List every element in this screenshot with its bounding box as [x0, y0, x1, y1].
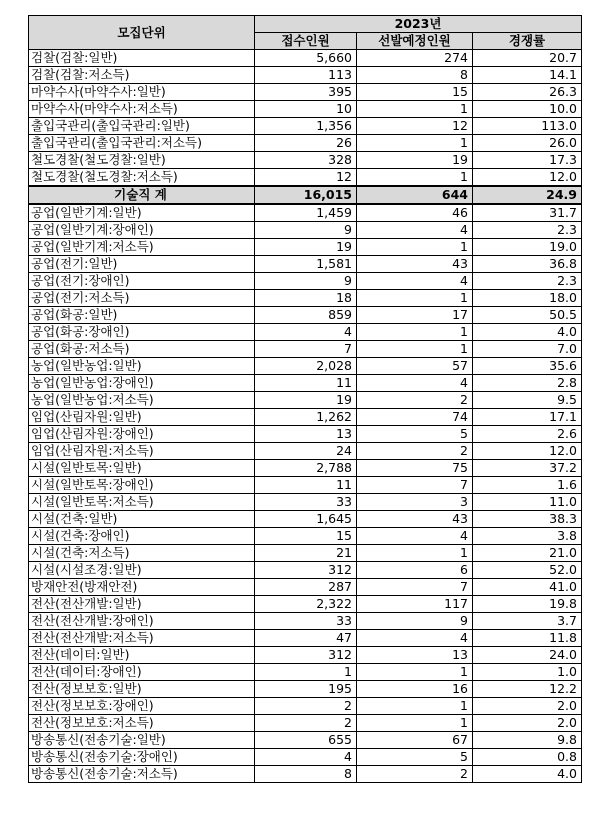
cell-applicants: 1,262	[255, 409, 357, 426]
cell-applicants: 19	[255, 392, 357, 409]
cell-planned: 4	[357, 222, 473, 239]
cell-recruitment-unit: 공업(일반기계:장애인)	[29, 222, 255, 239]
table-row	[29, 443, 582, 460]
cell-recruitment-unit: 시설(일반토목:저소득)	[29, 494, 255, 511]
cell-recruitment-unit: 방송통신(전송기술:장애인)	[29, 749, 255, 766]
table-row	[29, 169, 582, 187]
cell-planned: 74	[357, 409, 473, 426]
cell-planned: 17	[357, 307, 473, 324]
table-row	[29, 494, 582, 511]
cell-recruitment-unit: 방재안전(방재안전)	[29, 579, 255, 596]
cell-recruitment-unit: 공업(전기:일반)	[29, 256, 255, 273]
table-row	[29, 375, 582, 392]
table-row	[29, 630, 582, 647]
cell-applicants: 19	[255, 239, 357, 256]
cell-applicants: 9	[255, 273, 357, 290]
cell-competition-ratio: 2.0	[473, 715, 582, 732]
cell-recruitment-unit: 검찰(검찰:일반)	[29, 50, 255, 67]
cell-competition-ratio: 18.0	[473, 290, 582, 307]
cell-recruitment-unit: 검찰(검찰:저소득)	[29, 67, 255, 84]
cell-competition-ratio: 3.7	[473, 613, 582, 630]
cell-recruitment-unit: 공업(일반기계:저소득)	[29, 239, 255, 256]
cell-applicants: 9	[255, 222, 357, 239]
cell-recruitment-unit: 시설(일반토목:장애인)	[29, 477, 255, 494]
cell-recruitment-unit: 철도경찰(철도경찰:일반)	[29, 152, 255, 169]
header-competition-ratio: 경쟁률	[473, 33, 582, 50]
recruitment-table-container	[28, 15, 582, 783]
cell-applicants: 312	[255, 647, 357, 664]
table-row	[29, 681, 582, 698]
cell-competition-ratio: 19.0	[473, 239, 582, 256]
cell-applicants: 859	[255, 307, 357, 324]
cell-competition-ratio: 17.1	[473, 409, 582, 426]
cell-planned: 2	[357, 392, 473, 409]
cell-recruitment-unit: 전산(정보보호:일반)	[29, 681, 255, 698]
cell-applicants: 287	[255, 579, 357, 596]
table-row	[29, 358, 582, 375]
cell-applicants: 7	[255, 341, 357, 358]
cell-applicants: 2	[255, 715, 357, 732]
cell-recruitment-unit: 방송통신(전송기술:일반)	[29, 732, 255, 749]
cell-competition-ratio: 11.0	[473, 494, 582, 511]
table-row	[29, 118, 582, 135]
cell-competition-ratio: 12.2	[473, 681, 582, 698]
cell-recruitment-unit: 전산(전산개발:저소득)	[29, 630, 255, 647]
table-row	[29, 409, 582, 426]
cell-recruitment-unit: 마약수사(마약수사:저소득)	[29, 101, 255, 118]
cell-competition-ratio: 38.3	[473, 511, 582, 528]
cell-applicants: 15	[255, 528, 357, 545]
cell-applicants: 655	[255, 732, 357, 749]
cell-competition-ratio: 12.0	[473, 169, 582, 187]
cell-planned: 43	[357, 256, 473, 273]
cell-recruitment-unit: 전산(전산개발:장애인)	[29, 613, 255, 630]
table-row	[29, 664, 582, 681]
cell-competition-ratio: 9.8	[473, 732, 582, 749]
cell-recruitment-unit: 시설(건축:장애인)	[29, 528, 255, 545]
cell-recruitment-unit: 전산(데이터:일반)	[29, 647, 255, 664]
cell-recruitment-unit: 공업(전기:저소득)	[29, 290, 255, 307]
table-row	[29, 545, 582, 562]
cell-competition-ratio: 1.0	[473, 664, 582, 681]
cell-planned: 1	[357, 135, 473, 152]
cell-competition-ratio: 12.0	[473, 443, 582, 460]
cell-applicants: 2,028	[255, 358, 357, 375]
cell-applicants: 5,660	[255, 50, 357, 67]
cell-competition-ratio: 113.0	[473, 118, 582, 135]
table-row	[29, 101, 582, 118]
cell-competition-ratio: 50.5	[473, 307, 582, 324]
cell-planned: 5	[357, 749, 473, 766]
cell-planned: 3	[357, 494, 473, 511]
table-row	[29, 562, 582, 579]
cell-applicants: 1,581	[255, 256, 357, 273]
cell-planned: 1	[357, 715, 473, 732]
cell-competition-ratio: 26.0	[473, 135, 582, 152]
cell-competition-ratio: 2.0	[473, 698, 582, 715]
cell-recruitment-unit: 임업(산림자원:장애인)	[29, 426, 255, 443]
table-row	[29, 579, 582, 596]
cell-competition-ratio: 14.1	[473, 67, 582, 84]
cell-planned: 6	[357, 562, 473, 579]
table-row	[29, 152, 582, 169]
cell-applicants: 24	[255, 443, 357, 460]
cell-applicants: 13	[255, 426, 357, 443]
table-row	[29, 766, 582, 783]
cell-applicants: 26	[255, 135, 357, 152]
table-row	[29, 613, 582, 630]
header-applicants: 접수인원	[255, 33, 357, 50]
table-row	[29, 426, 582, 443]
cell-competition-ratio: 9.5	[473, 392, 582, 409]
cell-planned: 19	[357, 152, 473, 169]
cell-applicants: 2,322	[255, 596, 357, 613]
cell-applicants: 328	[255, 152, 357, 169]
cell-competition-ratio: 2.6	[473, 426, 582, 443]
table-row	[29, 222, 582, 239]
cell-competition-ratio: 35.6	[473, 358, 582, 375]
cell-planned: 1	[357, 698, 473, 715]
table-row	[29, 307, 582, 324]
table-row	[29, 135, 582, 152]
cell-planned: 43	[357, 511, 473, 528]
cell-planned: 46	[357, 204, 473, 222]
table-row	[29, 477, 582, 494]
cell-applicants: 195	[255, 681, 357, 698]
cell-competition-ratio: 2.8	[473, 375, 582, 392]
cell-applicants: 16,015	[255, 186, 357, 204]
cell-applicants: 2	[255, 698, 357, 715]
cell-applicants: 11	[255, 375, 357, 392]
cell-competition-ratio: 2.3	[473, 273, 582, 290]
cell-competition-ratio: 0.8	[473, 749, 582, 766]
cell-applicants: 1	[255, 664, 357, 681]
cell-applicants: 4	[255, 749, 357, 766]
cell-applicants: 4	[255, 324, 357, 341]
cell-applicants: 8	[255, 766, 357, 783]
cell-planned: 5	[357, 426, 473, 443]
cell-recruitment-unit: 출입국관리(출입국관리:일반)	[29, 118, 255, 135]
cell-recruitment-unit: 전산(데이터:장애인)	[29, 664, 255, 681]
cell-planned: 1	[357, 239, 473, 256]
table-row	[29, 290, 582, 307]
cell-recruitment-unit: 마약수사(마약수사:일반)	[29, 84, 255, 101]
cell-planned: 4	[357, 528, 473, 545]
cell-recruitment-unit: 농업(일반농업:일반)	[29, 358, 255, 375]
cell-planned: 13	[357, 647, 473, 664]
cell-recruitment-unit: 전산(전산개발:일반)	[29, 596, 255, 613]
cell-competition-ratio: 4.0	[473, 324, 582, 341]
cell-recruitment-unit: 공업(화공:저소득)	[29, 341, 255, 358]
recruitment-competition-table	[28, 15, 582, 783]
cell-applicants: 47	[255, 630, 357, 647]
cell-planned: 57	[357, 358, 473, 375]
cell-competition-ratio: 3.8	[473, 528, 582, 545]
cell-planned: 7	[357, 477, 473, 494]
cell-planned: 2	[357, 766, 473, 783]
cell-applicants: 21	[255, 545, 357, 562]
table-row	[29, 732, 582, 749]
cell-competition-ratio: 37.2	[473, 460, 582, 477]
table-row	[29, 84, 582, 101]
cell-competition-ratio: 21.0	[473, 545, 582, 562]
cell-recruitment-unit: 시설(시설조경:일반)	[29, 562, 255, 579]
table-row	[29, 341, 582, 358]
cell-competition-ratio: 4.0	[473, 766, 582, 783]
table-row	[29, 324, 582, 341]
cell-planned: 4	[357, 375, 473, 392]
cell-competition-ratio: 20.7	[473, 50, 582, 67]
table-row	[29, 50, 582, 67]
subtotal-row	[29, 186, 582, 204]
cell-planned: 12	[357, 118, 473, 135]
cell-recruitment-unit: 공업(전기:장애인)	[29, 273, 255, 290]
cell-competition-ratio: 31.7	[473, 204, 582, 222]
table-row	[29, 256, 582, 273]
cell-applicants: 12	[255, 169, 357, 187]
cell-planned: 274	[357, 50, 473, 67]
cell-planned: 117	[357, 596, 473, 613]
cell-planned: 1	[357, 341, 473, 358]
cell-recruitment-unit: 임업(산림자원:저소득)	[29, 443, 255, 460]
cell-planned: 16	[357, 681, 473, 698]
cell-planned: 67	[357, 732, 473, 749]
header-year: 2023년	[255, 16, 582, 33]
cell-planned: 1	[357, 290, 473, 307]
cell-applicants: 18	[255, 290, 357, 307]
cell-competition-ratio: 10.0	[473, 101, 582, 118]
cell-planned: 644	[357, 186, 473, 204]
cell-applicants: 395	[255, 84, 357, 101]
cell-competition-ratio: 26.3	[473, 84, 582, 101]
cell-recruitment-unit: 시설(일반토목:일반)	[29, 460, 255, 477]
cell-planned: 4	[357, 273, 473, 290]
table-row	[29, 511, 582, 528]
cell-planned: 1	[357, 545, 473, 562]
cell-recruitment-unit: 시설(건축:저소득)	[29, 545, 255, 562]
header-recruitment-unit: 모집단위	[29, 16, 255, 50]
table-row	[29, 460, 582, 477]
cell-planned: 1	[357, 664, 473, 681]
cell-applicants: 1,459	[255, 204, 357, 222]
cell-planned: 2	[357, 443, 473, 460]
cell-competition-ratio: 19.8	[473, 596, 582, 613]
cell-planned: 1	[357, 169, 473, 187]
table-row	[29, 647, 582, 664]
cell-planned: 1	[357, 324, 473, 341]
cell-planned: 1	[357, 101, 473, 118]
cell-recruitment-unit: 공업(화공:일반)	[29, 307, 255, 324]
table-row	[29, 239, 582, 256]
cell-planned: 9	[357, 613, 473, 630]
table-row	[29, 749, 582, 766]
cell-recruitment-unit: 출입국관리(출입국관리:저소득)	[29, 135, 255, 152]
table-body	[29, 50, 582, 783]
cell-recruitment-unit: 기술직 계	[29, 186, 255, 204]
cell-applicants: 1,645	[255, 511, 357, 528]
cell-applicants: 2,788	[255, 460, 357, 477]
table-row	[29, 528, 582, 545]
table-row	[29, 596, 582, 613]
cell-competition-ratio: 11.8	[473, 630, 582, 647]
cell-recruitment-unit: 공업(화공:장애인)	[29, 324, 255, 341]
table-row	[29, 273, 582, 290]
cell-competition-ratio: 24.9	[473, 186, 582, 204]
cell-competition-ratio: 41.0	[473, 579, 582, 596]
cell-recruitment-unit: 전산(정보보호:저소득)	[29, 715, 255, 732]
cell-competition-ratio: 52.0	[473, 562, 582, 579]
cell-planned: 7	[357, 579, 473, 596]
cell-applicants: 33	[255, 613, 357, 630]
cell-recruitment-unit: 시설(건축:일반)	[29, 511, 255, 528]
cell-recruitment-unit: 농업(일반농업:저소득)	[29, 392, 255, 409]
cell-applicants: 10	[255, 101, 357, 118]
table-row	[29, 715, 582, 732]
cell-recruitment-unit: 공업(일반기계:일반)	[29, 204, 255, 222]
cell-competition-ratio: 7.0	[473, 341, 582, 358]
cell-recruitment-unit: 전산(정보보호:장애인)	[29, 698, 255, 715]
table-row	[29, 392, 582, 409]
cell-competition-ratio: 2.3	[473, 222, 582, 239]
cell-planned: 15	[357, 84, 473, 101]
cell-recruitment-unit: 철도경찰(철도경찰:저소득)	[29, 169, 255, 187]
cell-recruitment-unit: 방송통신(전송기술:저소득)	[29, 766, 255, 783]
cell-applicants: 113	[255, 67, 357, 84]
table-row	[29, 67, 582, 84]
cell-applicants: 312	[255, 562, 357, 579]
cell-planned: 75	[357, 460, 473, 477]
cell-planned: 4	[357, 630, 473, 647]
cell-applicants: 33	[255, 494, 357, 511]
cell-applicants: 11	[255, 477, 357, 494]
table-row	[29, 698, 582, 715]
table-row	[29, 204, 582, 222]
cell-competition-ratio: 1.6	[473, 477, 582, 494]
cell-competition-ratio: 24.0	[473, 647, 582, 664]
cell-competition-ratio: 36.8	[473, 256, 582, 273]
table-header	[29, 16, 582, 50]
header-planned: 선발예정인원	[357, 33, 473, 50]
cell-applicants: 1,356	[255, 118, 357, 135]
cell-competition-ratio: 17.3	[473, 152, 582, 169]
cell-recruitment-unit: 임업(산림자원:일반)	[29, 409, 255, 426]
cell-recruitment-unit: 농업(일반농업:장애인)	[29, 375, 255, 392]
cell-planned: 8	[357, 67, 473, 84]
